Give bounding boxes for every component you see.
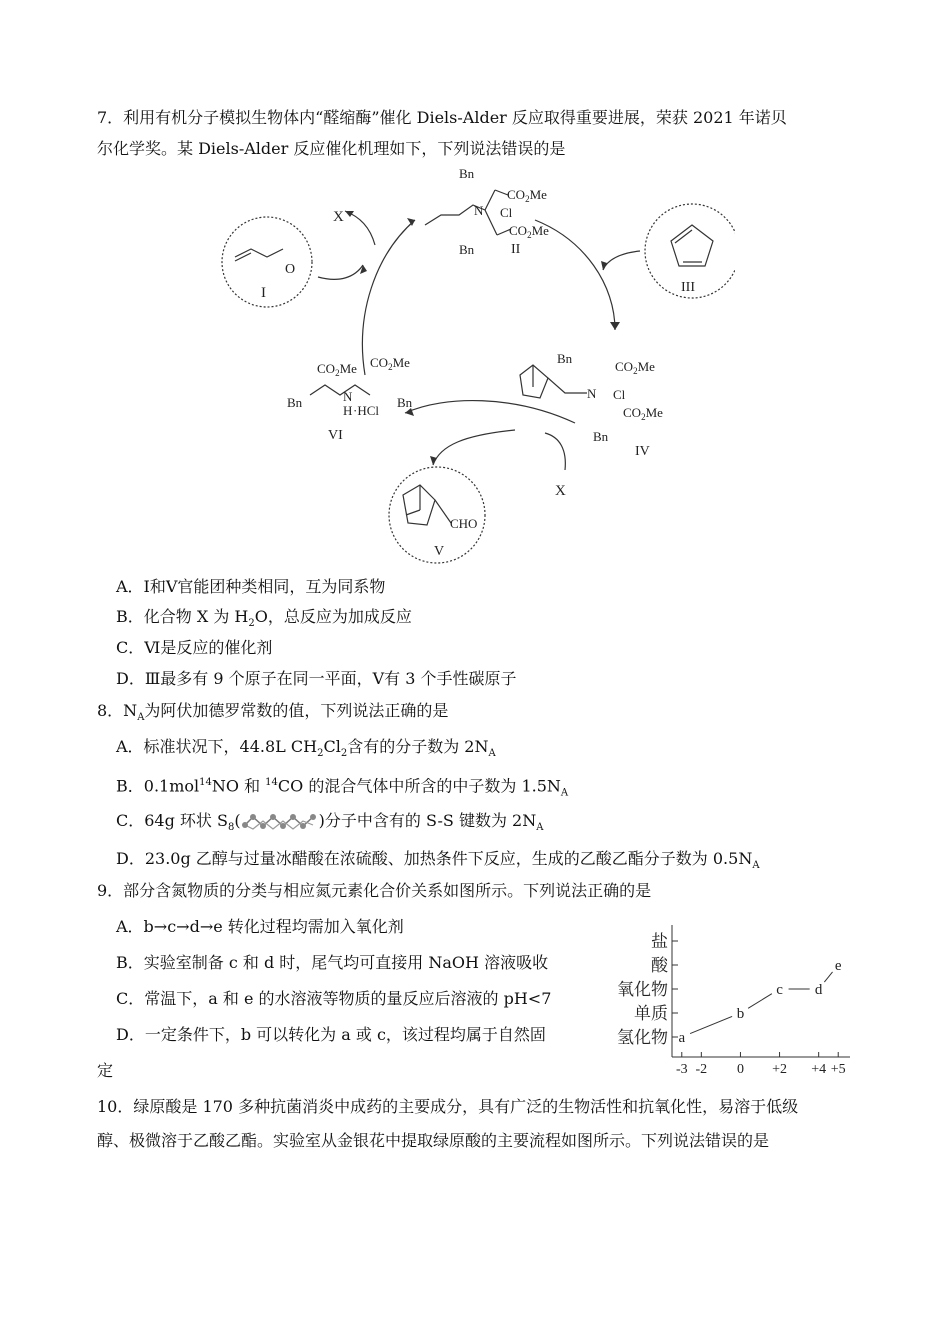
label-compound-iii: III: [681, 280, 695, 295]
q9-option-d-continued: 定: [97, 1061, 114, 1080]
arrow-from-i: [318, 265, 363, 279]
norbornene-ring: [403, 485, 435, 525]
q7-option-a: A．Ⅰ和Ⅴ官能团种类相同，互为同系物: [116, 577, 386, 596]
ii-bn-top: Bn: [459, 166, 475, 181]
label-x-bottom: X: [555, 483, 566, 499]
iv-bn-top: Bn: [557, 351, 573, 366]
iv-nitrogen: N: [587, 386, 597, 401]
x-tick-label: 0: [736, 1062, 744, 1075]
y-label: 氧化物: [617, 980, 668, 999]
x-tick-label: +2: [772, 1062, 788, 1075]
y-label: 盐: [651, 932, 668, 951]
arrow-from-x-bottom: [545, 433, 565, 470]
vi-nitrogen: N: [343, 389, 353, 404]
q9-option-c: C．常温下，a 和 e 的水溶液等物质的量反应后溶液的 pH<7: [116, 989, 552, 1008]
x-tick-label: +5: [830, 1062, 846, 1075]
arrowhead-v: [430, 456, 437, 465]
x-tick-label: -2: [695, 1062, 708, 1075]
iv-co2me-bottom: $CO_2Me$: [623, 405, 663, 422]
arrowhead-x-top: [345, 211, 354, 217]
vi-co2me-left: $CO_2Me$: [317, 361, 357, 378]
q9-option-a: A．b→c→d→e 转化过程均需加入氧化剂: [116, 917, 404, 936]
q7-stem-line2: 尔化学奖。某 Diels-Alder 反应催化机理如下，下列说法错误的是: [97, 139, 566, 158]
q8-stem: 8．$N_A$为阿伏加德罗常数的值，下列说法正确的是: [97, 701, 449, 724]
connector-line: [690, 1016, 732, 1033]
iv-bn-bottom: Bn: [593, 429, 609, 444]
point-label-b: b: [736, 1006, 745, 1022]
label-compound-v: V: [434, 544, 445, 559]
label-x-top: X: [333, 209, 344, 225]
q9-option-b: B．实验室制备 c 和 d 时，尾气均可直接用 NaOH 溶液吸收: [116, 953, 549, 972]
label-compound-iv: IV: [635, 444, 650, 459]
x-tick-label: +4: [811, 1062, 827, 1075]
x-tick-label: -3: [675, 1062, 688, 1075]
acrolein-skeleton: [235, 249, 283, 257]
q9-option-d: D．一定条件下，b 可以转化为 a 或 c，该过程均属于自然固: [116, 1025, 546, 1044]
q8-option-c: C．64g 环状 $S_8$( )分子中含有的 S-S 键数为 $2N_A$: [116, 811, 544, 834]
q8-option-d: D．23.0g 乙醇与过量冰醋酸在浓硫酸、加热条件下反应，生成的乙酸乙酯分子数为 $0.5N_A$: [116, 849, 760, 872]
arrowhead-i: [360, 265, 367, 274]
ii-chloride: Cl: [500, 205, 513, 220]
iv-chloride: Cl: [613, 387, 626, 402]
y-label: 单质: [634, 1004, 668, 1023]
connector-line: [748, 994, 772, 1009]
label-compound-ii: II: [511, 242, 521, 257]
point-label-d: d: [814, 982, 823, 998]
ii-co2me-top: $CO_2Me$: [507, 187, 547, 204]
label-compound-vi: VI: [328, 428, 343, 443]
q7-stem-line1: 7．利用有机分子模拟生物体内“醛缩酶”催化 Diels-Alder 反应取得重要进展，荣获 2021 年诺贝: [97, 108, 787, 127]
vi-bn-right: Bn: [397, 395, 413, 410]
y-label: 氢化物: [617, 1028, 668, 1047]
arrowhead-right: [610, 322, 620, 330]
q9-stem: 9．部分含氮物质的分类与相应氮元素化合价关系如图所示。下列说法正确的是: [97, 881, 652, 900]
arrowhead-left: [407, 218, 415, 226]
s8-crown-icon: [241, 811, 319, 833]
q8-option-a: A．标准状况下，44.8L $CH_2Cl_2$含有的分子数为 $2N_A$: [116, 737, 496, 760]
ii-nitrogen: N: [474, 203, 484, 218]
label-oxygen: O: [285, 262, 296, 277]
ii-co2me-bottom: $CO_2Me$: [509, 223, 549, 240]
q10-stem-line1: 10．绿原酸是 170 多种抗菌消炎中成药的主要成分，具有广泛的生物活性和抗氧化性，易溶于低级: [97, 1097, 799, 1116]
iv-co2me-top: $CO_2Me$: [615, 359, 655, 376]
arrow-from-iii: [603, 251, 640, 270]
q8-option-b: B．0.1mol$^{14}$NO 和 $^{14}$CO 的混合气体中所含的中子数为 $1.5N_A$: [116, 776, 569, 799]
ii-bn-bottom: Bn: [459, 242, 475, 257]
vi-bn-left: Bn: [287, 395, 303, 410]
y-label: 酸: [651, 956, 668, 975]
connector-line: [824, 972, 832, 982]
vi-hcl: ·HCl: [353, 403, 379, 418]
compound-i-circle: [222, 217, 312, 307]
point-label-e: e: [834, 958, 842, 974]
cycle-arrow-left: [362, 220, 415, 375]
catalytic-cycle-diagram: [215, 165, 735, 570]
q7-option-c: C．Ⅵ是反应的催化剂: [116, 638, 273, 657]
label-compound-i: I: [261, 285, 266, 301]
cyclopentadiene-ring: [671, 225, 713, 266]
q7-option-b: B．化合物 X 为 $H_2O$，总反应为加成反应: [116, 607, 412, 630]
vi-hydrogen: H: [343, 403, 353, 418]
nitrogen-valence-chart: [600, 915, 860, 1075]
q10-stem-line2: 醇、极微溶于乙酸乙酯。实验室从金银花中提取绿原酸的主要流程如图所示。下列说法错误的是: [97, 1131, 770, 1150]
label-cho: CHO: [450, 516, 478, 531]
point-label-a: a: [678, 1030, 686, 1046]
arrow-to-v: [433, 430, 515, 465]
vi-co2me-right: $CO_2Me$: [370, 355, 410, 372]
cycle-arrow-bottom: [405, 401, 575, 423]
point-label-c: c: [776, 982, 783, 998]
q7-option-d: D．Ⅲ最多有 9 个原子在同一平面，Ⅴ有 3 个手性碳原子: [116, 669, 517, 688]
